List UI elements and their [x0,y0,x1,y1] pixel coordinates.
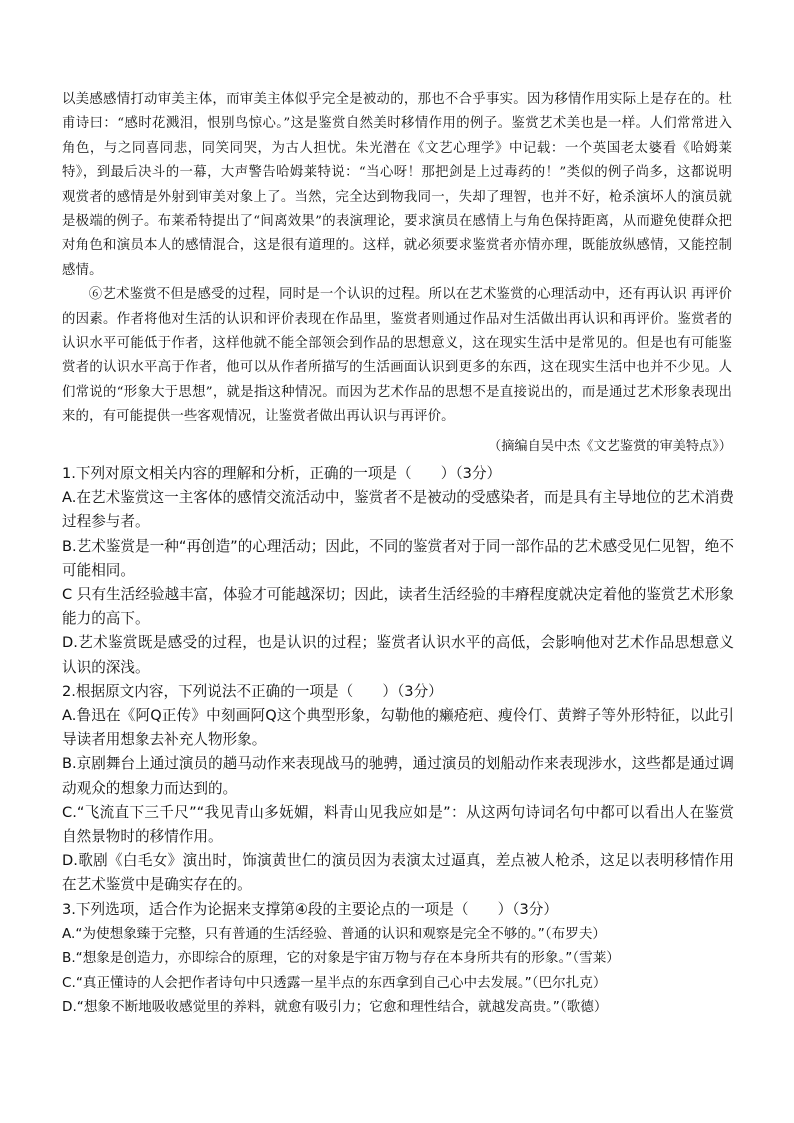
option-c: C.“真正懂诗的人会把作者诗句中只透露一星半点的东西拿到自己心中去发展。”（巴尔扎克） [62,974,607,991]
option-b: B.“想象是创造力，亦即综合的原理，它的对象是宇宙万物与存在本身所共有的形象。”（雪莱） [62,950,620,967]
option-d: D.歌剧《白毛女》演出时，饰演黄世仁的演员因为表演太过逼真，差点被人枪杀，这足以表明移情作用在艺术鉴赏中是确实存在的。 [62,852,734,894]
option-d: D.“想象不断地吸收感觉里的养料，就愈有吸引力；它愈和理性结合，就越发高贵。”（歌德） [62,999,608,1016]
reading-passage [62,88,732,430]
option-a: A.在艺术鉴赏这一主客体的感情交流活动中，鉴赏者不是被动的受感染者，而是具有主导地位的艺术消费过程参与者。 [62,489,734,531]
question-2 [62,680,734,898]
question-stem: 1.下列对原文相关内容的理解和分析，正确的一项是（ ）（3分） [62,465,502,482]
option-d: D.艺术鉴赏既是感受的过程，也是认识的过程；鉴赏者认识水平的高低，会影响他对艺术作品思想意义认识的深浅。 [62,634,734,676]
question-list [62,462,734,1019]
question-1 [62,462,734,680]
paragraph-6: ⑥艺术鉴赏不但是感受的过程，同时是一个认识的过程。所以在艺术鉴赏的心理活动中，还有再认识 再评价的因素。作者将他对生活的认识和评价表现在作品里，鉴赏者则通过作品对生活做出再认识和再评价。鉴赏者的认识水平可能低于作者，这样他就不能全部领会到作品的思想意义，这在现实生活中是常见的。但是也有可能鉴赏者的认识水平高于作者，他可以从作者所描写的生活画面认识到更多的东西，这在现实生活中也并不少见。人们常说的“形象大于思想”，就是指这种情况。而因为艺术作品的思想不是直接说出的，而是通过艺术形象表现出来的，有可能提供一些客观情况，让鉴赏者做出再认识与再评价。 [62,287,732,425]
option-a: A.鲁迅在《阿Q正传》中刻画阿Q这个典型形象，勾勒他的癞疮疤、瘦伶仃、黄辫子等外形特征，以此引导读者用想象去补充人物形象。 [62,707,734,749]
option-b: B.京剧舞台上通过演员的趟马动作来表现战马的驰骋，通过演员的划船动作来表现涉水，这些都是通过调动观众的想象力而达到的。 [62,755,734,797]
passage-source: （摘编自吴中杰《文艺鉴赏的审美特点》） [488,439,732,454]
option-b: B.艺术鉴赏是一种“再创造”的心理活动；因此，不同的鉴赏者对于同一部作品的艺术感受见仁见智，绝不可能相同。 [62,537,734,579]
question-stem: 2.根据原文内容，下列说法不正确的一项是（ ）（3分） [62,682,443,700]
option-a: A.“为使想象臻于完整，只有普通的生活经验、普通的认识和观察是完全不够的。”（布罗夫） [62,925,607,942]
option-c: C 只有生活经验越丰富，体验才可能越深切；因此，读者生活经验的丰瘠程度就决定着他的鉴赏艺术形象能力的高下。 [62,586,734,628]
question-stem: 3.下列选项，适合作为论据来支撑第④段的主要论点的一项是（ ）（3分） [62,900,558,918]
question-3 [62,898,734,1020]
paragraph-5-continued: 以美感感情打动审美主体，而审美主体似乎完全是被动的，那也不合乎事实。因为移情作用实际上是存在的。杜甫诗曰：“感时花溅泪，恨别鸟惊心。”这是鉴赏自然美时移情作用的例子。鉴赏艺术美也是一样。人们常常进入角色，与之同喜同悲，同笑同哭，为古人担忧。朱光潜在《文艺心理学》中记载：一个英国老太婆看《哈姆莱特》，到最后决斗的一幕，大声警告哈姆莱特说：“当心呀！那把剑是上过毒药的！”类似的例子尚多，这都说明观赏者的感情是外射到审美对象上了。当然，完全达到物我同一，失却了理智，也并不好，枪杀演坏人的演员就是极端的例子。布莱希特提出了“间离效果”的表演理论，要求演员在感情上与角色保持距离，从而避免使群众把对角色和演员本人的感情混合，这是很有道理的。这样，就必须要求鉴赏者亦情亦理，既能放纵感情，又能控制感情。 [62,92,732,278]
option-c: C.“飞流直下三千尺”“我见青山多妩媚，料青山见我应如是”：从这两句诗词名句中都可以看出人在鉴赏自然景物时的移情作用。 [62,803,734,846]
